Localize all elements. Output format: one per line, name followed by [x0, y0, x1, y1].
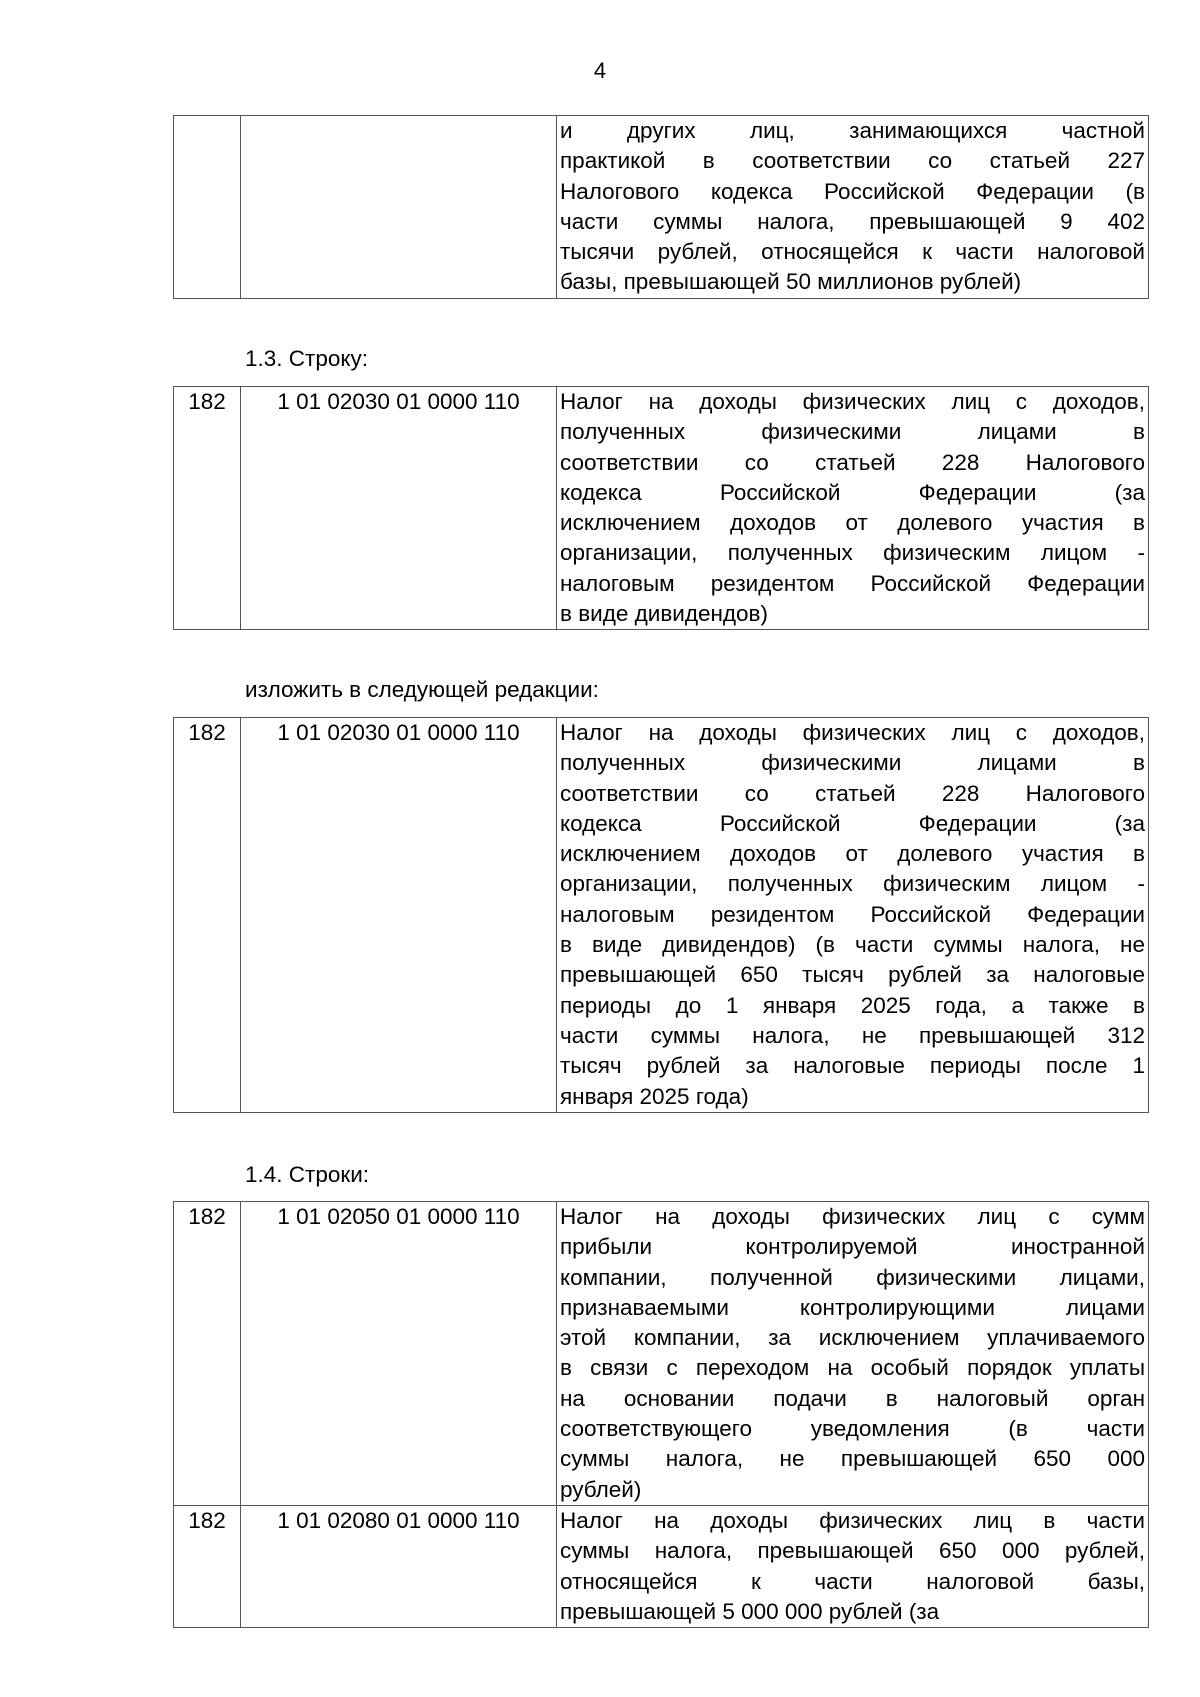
budget-admin-code-cell	[174, 116, 241, 299]
description-line: периоды до 1 января 2025 года, а также в	[560, 992, 1145, 1018]
description-line: налоговым резидентом Российской Федерации	[560, 570, 1145, 596]
description-line: организации, полученных физическим лицом -	[560, 540, 1145, 566]
section-1-4-heading: 1.4. Строки:	[245, 1162, 370, 1187]
table-row	[174, 1505, 1149, 1627]
budget-admin-code-cell: 182	[174, 387, 241, 630]
description-line: кодекса Российской Федерации (за	[560, 810, 1145, 836]
income-description-cell	[557, 387, 1149, 630]
description-line: признаваемыми контролирующими лицами	[560, 1294, 1145, 1320]
description-line: тысячи рублей, относящейся к части налоговой	[560, 239, 1145, 265]
description-line: соответствии со статьей 228 Налогового	[560, 780, 1145, 806]
description-line: превышающей 5 000 000 рублей (за	[560, 1598, 940, 1624]
table-top-continuation	[173, 115, 1149, 299]
description-line: суммы налога, не превышающей 650 000	[560, 1446, 1145, 1472]
description-line: суммы налога, превышающей 650 000 рублей,	[560, 1538, 1145, 1564]
description-line: компании, полученной физическими лицами,	[560, 1264, 1145, 1290]
description-line: части суммы налога, превышающей 9 402	[560, 208, 1145, 234]
description-line: Налог на доходы физических лиц с сумм	[560, 1204, 1145, 1229]
description-line: относящейся к части налоговой базы,	[560, 1568, 1145, 1594]
table-row	[174, 116, 1149, 299]
description-line: организации, полученных физическим лицом -	[560, 871, 1145, 897]
table-1-4-rows	[173, 1201, 1149, 1628]
description-line: исключением доходов от долевого участия в	[560, 841, 1145, 867]
description-line: части суммы налога, не превышающей 312	[560, 1022, 1145, 1048]
description-line: практикой в соответствии со статьей 227	[560, 148, 1145, 174]
budget-classification-code-cell: 1 01 02030 01 0000 110	[241, 718, 557, 1113]
description-line: в виде дивидендов)	[560, 601, 768, 627]
table-1-3-old-row	[173, 386, 1149, 630]
budget-classification-code-cell: 1 01 02080 01 0000 110	[241, 1505, 557, 1627]
description-line: в виде дивидендов) (в части суммы налога, не	[560, 932, 1145, 958]
description-line: этой компании, за исключением уплачиваемого	[560, 1325, 1145, 1351]
budget-admin-code-cell: 182	[174, 1505, 241, 1627]
description-line: кодекса Российской Федерации (за	[560, 479, 1145, 505]
description-line: соответствующего уведомления (в части	[560, 1416, 1145, 1442]
page-number: 4	[593, 58, 607, 83]
table-1-3-new-row	[173, 717, 1149, 1113]
description-line: тысяч рублей за налоговые периоды после 1	[560, 1053, 1145, 1079]
table-row	[174, 387, 1149, 630]
description-line: рублей)	[560, 1476, 642, 1502]
description-line: на основании подачи в налоговый орган	[560, 1385, 1145, 1411]
description-line: Налог на доходы физических лиц с доходов,	[560, 389, 1145, 414]
description-line: полученных физическими лицами в	[560, 419, 1145, 445]
description-line: прибыли контролируемой иностранной	[560, 1234, 1145, 1260]
description-line: полученных физическими лицами в	[560, 750, 1145, 776]
section-1-3-heading: 1.3. Строку:	[245, 346, 368, 371]
budget-admin-code-cell: 182	[174, 1202, 241, 1506]
income-description-cell	[557, 116, 1149, 299]
budget-classification-code-cell: 1 01 02030 01 0000 110	[241, 387, 557, 630]
budget-classification-code-cell: 1 01 02050 01 0000 110	[241, 1202, 557, 1506]
description-line: января 2025 года)	[560, 1083, 749, 1109]
description-line: превышающей 650 тысяч рублей за налоговые	[560, 962, 1145, 988]
description-line: и других лиц, занимающихся частной	[560, 118, 1145, 143]
budget-admin-code-cell: 182	[174, 718, 241, 1113]
income-description-cell	[557, 1202, 1149, 1506]
income-description-cell	[557, 1505, 1149, 1627]
table-row	[174, 718, 1149, 1113]
budget-classification-code-cell	[241, 116, 557, 299]
description-line: исключением доходов от долевого участия в	[560, 510, 1145, 536]
income-description-cell	[557, 718, 1149, 1113]
description-line: налоговым резидентом Российской Федерации	[560, 901, 1145, 927]
description-line: Налог на доходы физических лиц в части	[560, 1507, 1145, 1533]
description-line: соответствии со статьей 228 Налогового	[560, 449, 1145, 475]
description-line: базы, превышающей 50 миллионов рублей)	[560, 269, 1022, 295]
new-edition-heading: изложить в следующей редакции:	[245, 677, 599, 702]
description-line: в связи с переходом на особый порядок уплаты	[560, 1355, 1145, 1381]
description-line: Налогового кодекса Российской Федерации (в	[560, 178, 1145, 204]
table-row	[174, 1202, 1149, 1506]
description-line: Налог на доходы физических лиц с доходов,	[560, 720, 1145, 745]
